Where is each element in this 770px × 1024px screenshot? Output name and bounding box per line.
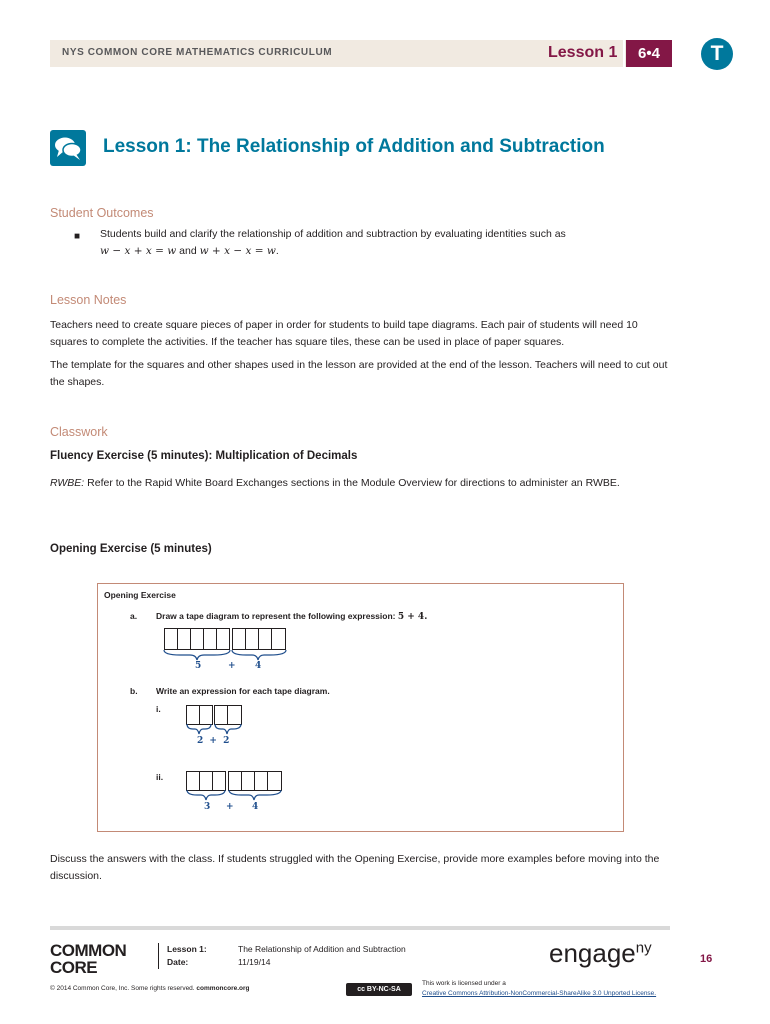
and-word: and <box>176 245 200 257</box>
lesson-notes-heading: Lesson Notes <box>50 293 127 307</box>
engageny-logo <box>549 938 652 969</box>
copyright-text: © 2014 Common Core, Inc. Some rights reserved. <box>50 985 195 992</box>
part-b-label: b. <box>130 686 138 696</box>
student-outcomes-heading: Student Outcomes <box>50 206 154 220</box>
classwork-heading: Classwork <box>50 425 108 439</box>
tape-b-ii-right-value: 4 <box>252 802 259 812</box>
opening-heading: Opening Exercise (5 minutes) <box>50 543 212 555</box>
footer-rule <box>50 926 670 930</box>
tape-cell <box>258 628 272 650</box>
page-number: 16 <box>700 953 713 965</box>
tape-a-plus: + <box>228 661 236 671</box>
tape-cell <box>164 628 178 650</box>
part-a-expression: 5 + 4. <box>397 612 428 622</box>
rwbe-label: RWBE: <box>50 477 85 489</box>
lesson-notes-p2: The template for the squares and other shapes used in the lesson are provided at the end of the lesson. Teachers will need to cut out the shapes. <box>50 359 668 388</box>
footer-lesson-title: The Relationship of Addition and Subtraction <box>238 944 406 954</box>
exercise-box-title: Opening Exercise <box>104 590 176 600</box>
part-a-prompt <box>156 611 427 622</box>
tape-cell <box>177 628 191 650</box>
outcome-line: Students build and clarify the relationship of addition and subtraction by evaluating identities such as <box>100 228 566 240</box>
tape-cell <box>216 628 230 650</box>
footer-lesson-label: Lesson 1: <box>167 944 207 954</box>
tape-cell <box>203 628 217 650</box>
logo-line-1: COMMON <box>50 941 127 960</box>
part-a-label: a. <box>130 611 138 621</box>
lesson-label: Lesson 1 <box>548 44 618 61</box>
identity-1: w − x + x = w <box>100 245 177 257</box>
tape-b-ii-left-value: 3 <box>204 802 211 812</box>
page-title: Lesson 1: The Relationship of Addition and Subtraction <box>103 136 605 157</box>
cc-license-badge[interactable]: cc BY-NC-SA <box>346 983 412 996</box>
logo-line-2: CORE <box>50 958 98 977</box>
tape-b-ii-braces <box>183 788 287 802</box>
fluency-heading: Fluency Exercise (5 minutes): Multiplication of Decimals <box>50 450 358 462</box>
rwbe-paragraph <box>50 475 670 492</box>
engage-word: engage <box>549 938 636 968</box>
period: . <box>275 245 279 257</box>
discussion-paragraph: Discuss the answers with the class. If students struggled with the Opening Exercise, provide more examples before moving into the discussion. <box>50 853 660 882</box>
part-b-ii-label: ii. <box>156 772 164 782</box>
part-b-prompt: Write an expression for each tape diagram. <box>156 686 330 696</box>
teacher-badge: T <box>701 38 733 70</box>
lesson-notes-p1: Teachers need to create square pieces of paper in order for students to build tape diagrams. Each pair of students will need 10 squares to complete the activities. If the teacher has square tiles, these can be used in place of paper squares. <box>50 319 638 348</box>
tape-a-right-value: 4 <box>255 661 262 671</box>
tape-cell <box>190 628 204 650</box>
curriculum-label: NYS COMMON CORE MATHEMATICS CURRICULUM <box>62 47 333 58</box>
tape-b-ii-plus: + <box>226 802 234 812</box>
footer-date-label: Date: <box>167 957 189 967</box>
license-link[interactable]: Creative Commons Attribution-NonCommercial-ShareAlike 3.0 Unported License. <box>422 990 657 997</box>
tape-cell <box>245 628 259 650</box>
part-a-text: Draw a tape diagram to represent the following expression: <box>156 611 396 621</box>
copyright <box>50 985 250 992</box>
license-line-1: This work is licensed under a <box>422 980 506 987</box>
rwbe-text: Refer to the Rapid White Board Exchanges sections in the Module Overview for directions to administer an RWBE. <box>84 477 620 489</box>
ny-superscript: ny <box>635 939 652 957</box>
header-divider <box>623 40 625 67</box>
footer-date: 11/19/14 <box>238 957 271 967</box>
copyright-site: commoncore.org <box>196 985 250 992</box>
module-badge: 6•4 <box>626 40 672 67</box>
tape-cell <box>232 628 246 650</box>
common-core-logo <box>50 942 126 976</box>
tape-a-braces <box>160 648 290 662</box>
tape-b-i-answer: 2 + 2 <box>197 736 230 746</box>
tape-diagram-a <box>164 628 286 650</box>
speech-bubbles-icon <box>50 130 86 166</box>
footer-divider <box>158 943 159 969</box>
tape-a-left-value: 5 <box>195 661 202 671</box>
bullet-marker: ■ <box>74 231 81 242</box>
part-b-i-label: i. <box>156 704 161 714</box>
outcome-text <box>100 226 660 260</box>
tape-cell <box>271 628 286 650</box>
identity-2: w + x − x = w <box>199 245 276 257</box>
tape-b-i-braces <box>183 722 247 736</box>
